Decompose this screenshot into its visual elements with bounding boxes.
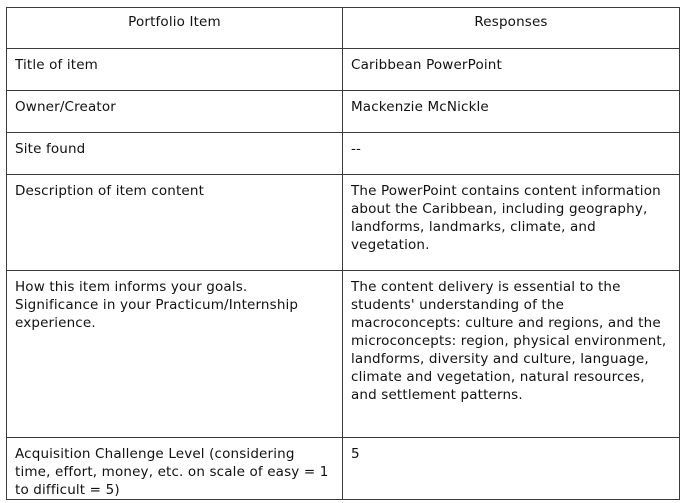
item-cell-title: Title of item [7,49,343,91]
response-cell-challenge: 5 [343,438,680,500]
portfolio-table [6,7,680,500]
header-portfolio-item: Portfolio Item [7,8,343,49]
response-cell-description: The PowerPoint contains content information about the Caribbean, including geography, landforms, landmarks, climate, and vegetation. [343,175,680,271]
item-cell-owner: Owner/Creator [7,91,343,133]
response-cell-owner: Mackenzie McNickle [343,91,680,133]
table-row [7,91,680,133]
item-cell-goals: How this item informs your goals. Significance in your Practicum/Internship experience. [7,271,343,438]
table-row [7,133,680,175]
table-header-row [7,8,680,49]
header-responses: Responses [343,8,680,49]
item-cell-description: Description of item content [7,175,343,271]
response-cell-goals: The content delivery is essential to the students' understanding of the macroconcepts: culture and regions, and the microconcepts: region, physical environment, landforms, diversity and culture, language, climate and vegetation, natural resources, and settlement patterns. [343,271,680,438]
item-cell-challenge: Acquisition Challenge Level (considering time, effort, money, etc. on scale of easy = 1 to difficult = 5) [7,438,343,500]
table-row [7,438,680,500]
response-cell-site: -- [343,133,680,175]
table-row [7,175,680,271]
response-cell-title: Caribbean PowerPoint [343,49,680,91]
table-row [7,271,680,438]
table-row [7,49,680,91]
item-cell-site: Site found [7,133,343,175]
